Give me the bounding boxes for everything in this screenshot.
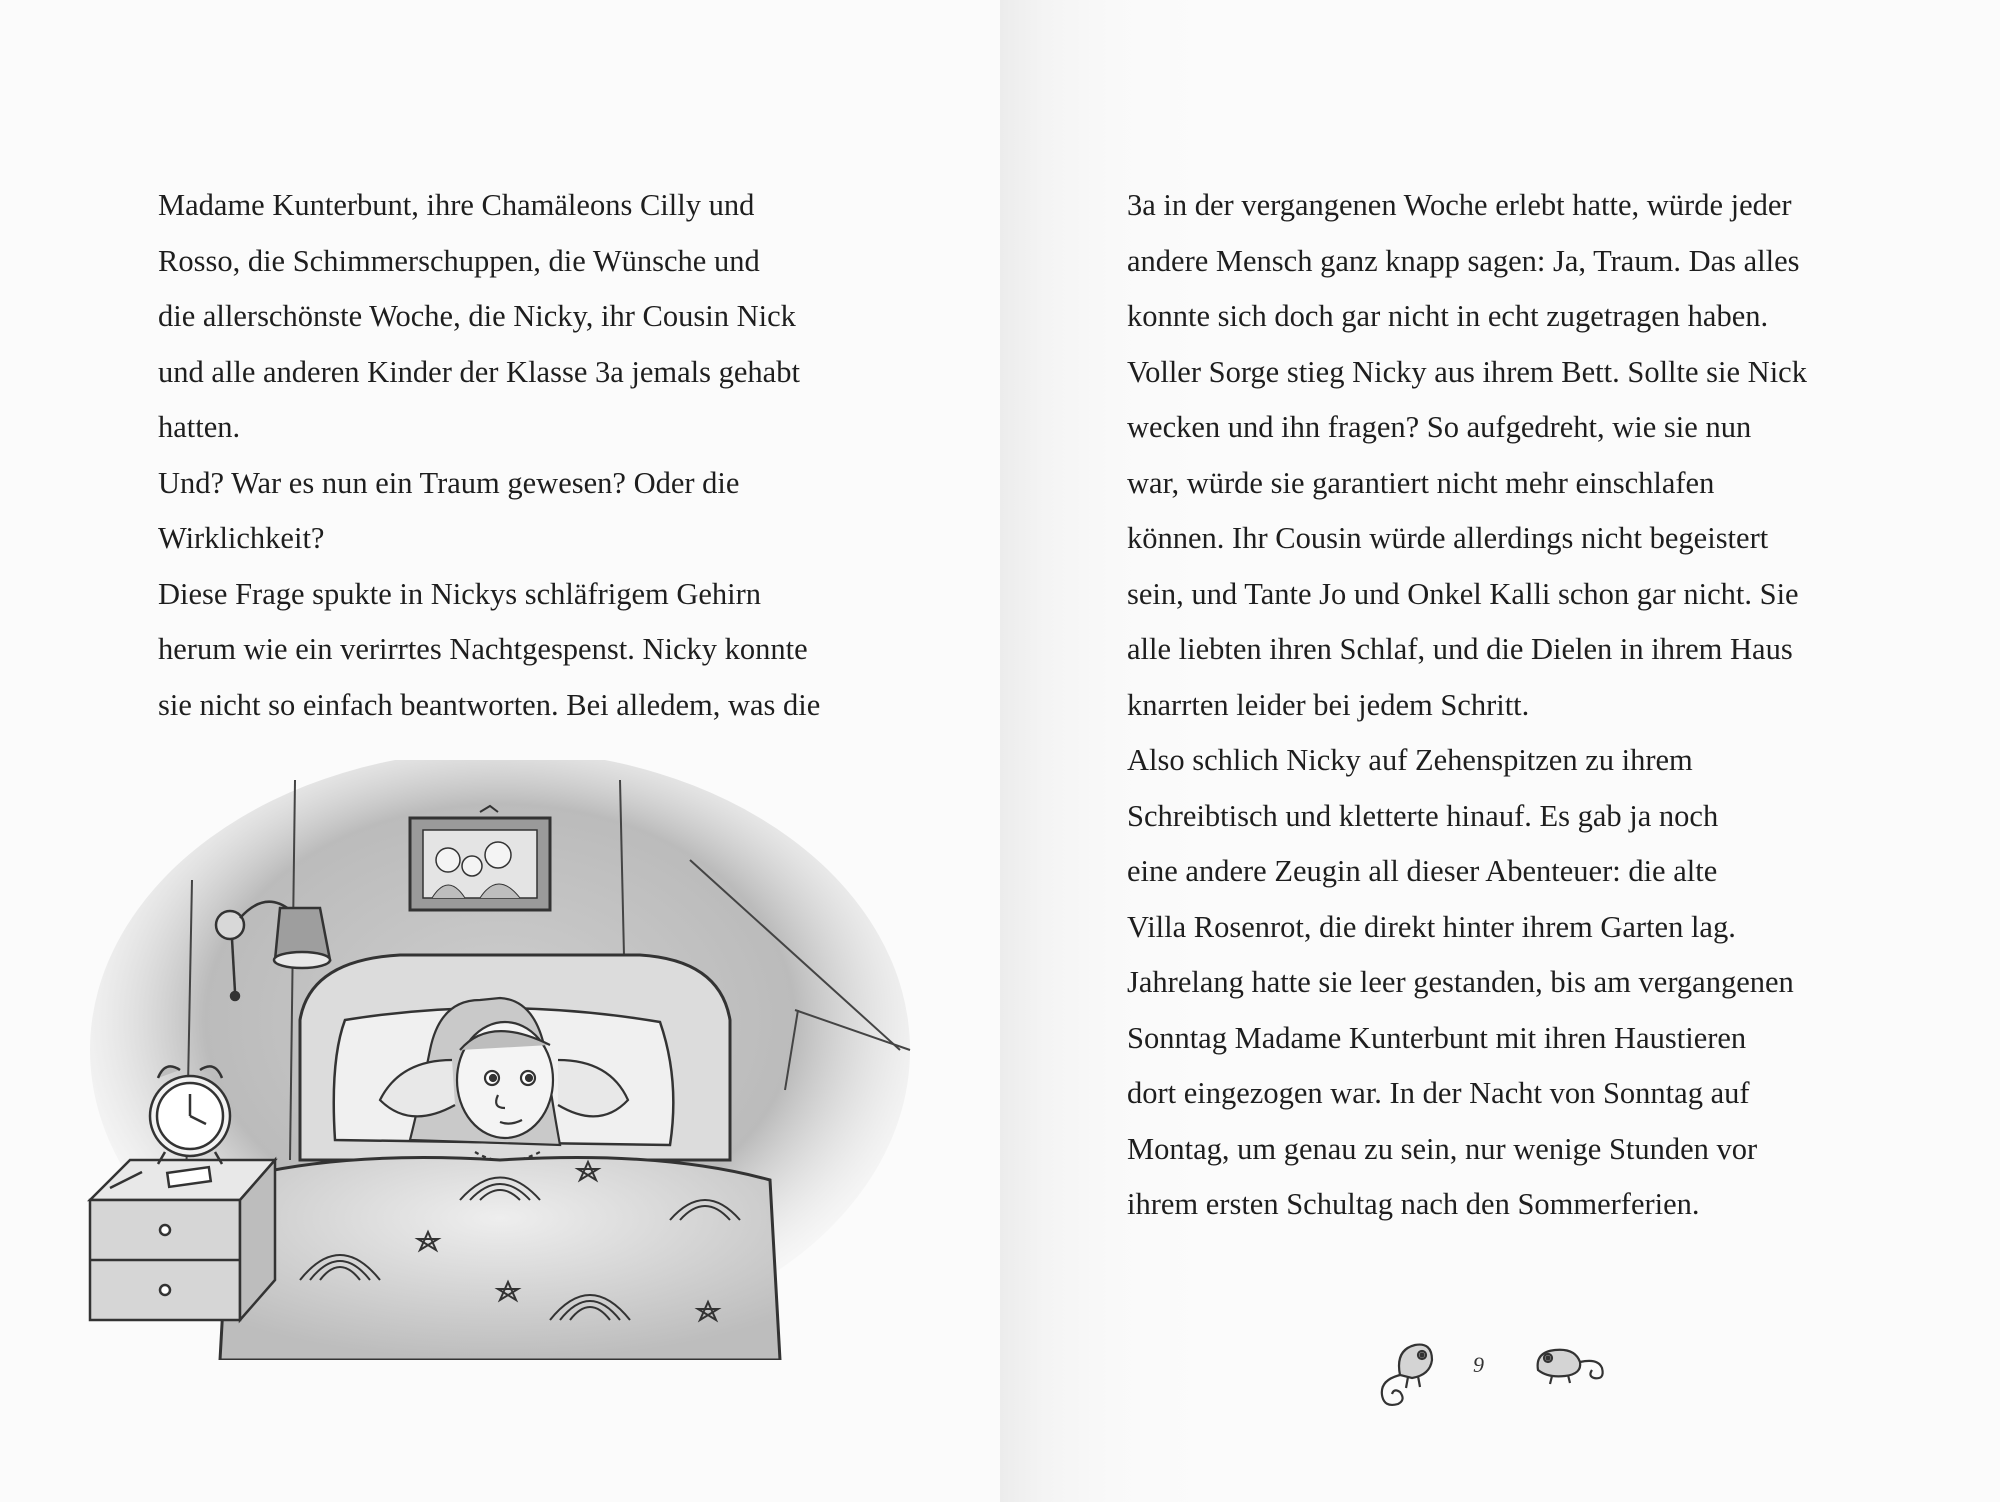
chameleon-left-icon bbox=[1370, 1330, 1440, 1410]
text-line: Rosso, die Schimmerschuppen, die Wünsche und bbox=[158, 243, 760, 278]
girl-in-bed-illustration bbox=[80, 760, 920, 1360]
text-line: 3a in der vergangenen Woche erlebt hatte, würde jeder bbox=[1127, 188, 1792, 222]
text-line: Und? War es nun ein Traum gewesen? Oder die bbox=[158, 465, 740, 500]
page-footer bbox=[1360, 1320, 1620, 1420]
left-page-text bbox=[158, 178, 820, 733]
text-line: Diese Frage spukte in Nickys schläfrigem Gehirn bbox=[158, 576, 762, 611]
text-line: Madame Kunterbunt, ihre Chamäleons Cilly und bbox=[158, 188, 755, 222]
text-line: Jahrelang hatte sie leer gestanden, bis am vergangenen bbox=[1127, 965, 1794, 999]
page-number: 9 bbox=[1473, 1352, 1484, 1377]
text-line: Montag, um genau zu sein, nur wenige Stunden vor bbox=[1127, 1131, 1758, 1166]
chameleon-right-icon bbox=[1530, 1340, 1610, 1390]
text-line: können. Ihr Cousin würde allerdings nicht begeistert bbox=[1127, 521, 1769, 555]
text-line: Sonntag Madame Kunterbunt mit ihren Haustieren bbox=[1127, 1020, 1747, 1055]
text-line: dort eingezogen war. In der Nacht von Sonntag auf bbox=[1127, 1076, 1750, 1110]
text-line: andere Mensch ganz knapp sagen: Ja, Traum. Das alles bbox=[1127, 243, 1800, 278]
nightstand bbox=[90, 1160, 275, 1320]
text-line: Schreibtisch und kletterte hinauf. Es gab ja noch bbox=[1127, 798, 1719, 833]
text-line: sein, und Tante Jo und Onkel Kalli schon gar nicht. Sie bbox=[1127, 576, 1799, 611]
right-page-text bbox=[1127, 178, 1807, 1233]
text-line: Also schlich Nicky auf Zehenspitzen zu ihrem bbox=[1127, 743, 1693, 777]
picture-frame bbox=[410, 806, 550, 910]
right-page bbox=[1000, 0, 2000, 1502]
text-line: eine andere Zeugin all dieser Abenteuer: die alte bbox=[1127, 854, 1718, 888]
text-line: alle liebten ihren Schlaf, und die Dielen in ihrem Haus bbox=[1127, 632, 1793, 666]
text-line: knarrten leider bei jedem Schritt. bbox=[1127, 687, 1530, 722]
text-line: hatten. bbox=[158, 410, 241, 444]
text-line: konnte sich doch gar nicht in echt zugetragen haben. bbox=[1127, 299, 1769, 333]
text-line: war, würde sie garantiert nicht mehr einschlafen bbox=[1127, 465, 1715, 500]
text-line: die allerschönste Woche, die Nicky, ihr Cousin Nick bbox=[158, 299, 796, 333]
text-line: herum wie ein verirrtes Nachtgespenst. Nicky konnte bbox=[158, 632, 808, 666]
text-line: und alle anderen Kinder der Klasse 3a jemals gehabt bbox=[158, 354, 800, 389]
text-line: sie nicht so einfach beantworten. Bei alledem, was die bbox=[158, 687, 821, 722]
text-line: wecken und ihn fragen? So aufgedreht, wie sie nun bbox=[1127, 410, 1752, 444]
text-line: Voller Sorge stieg Nicky aus ihrem Bett. Sollte sie Nick bbox=[1127, 354, 1807, 389]
text-line: Wirklichkeit? bbox=[158, 521, 325, 555]
text-line: Villa Rosenrot, die direkt hinter ihrem Garten lag. bbox=[1127, 909, 1736, 944]
text-line: ihrem ersten Schultag nach den Sommerferien. bbox=[1127, 1187, 1700, 1221]
